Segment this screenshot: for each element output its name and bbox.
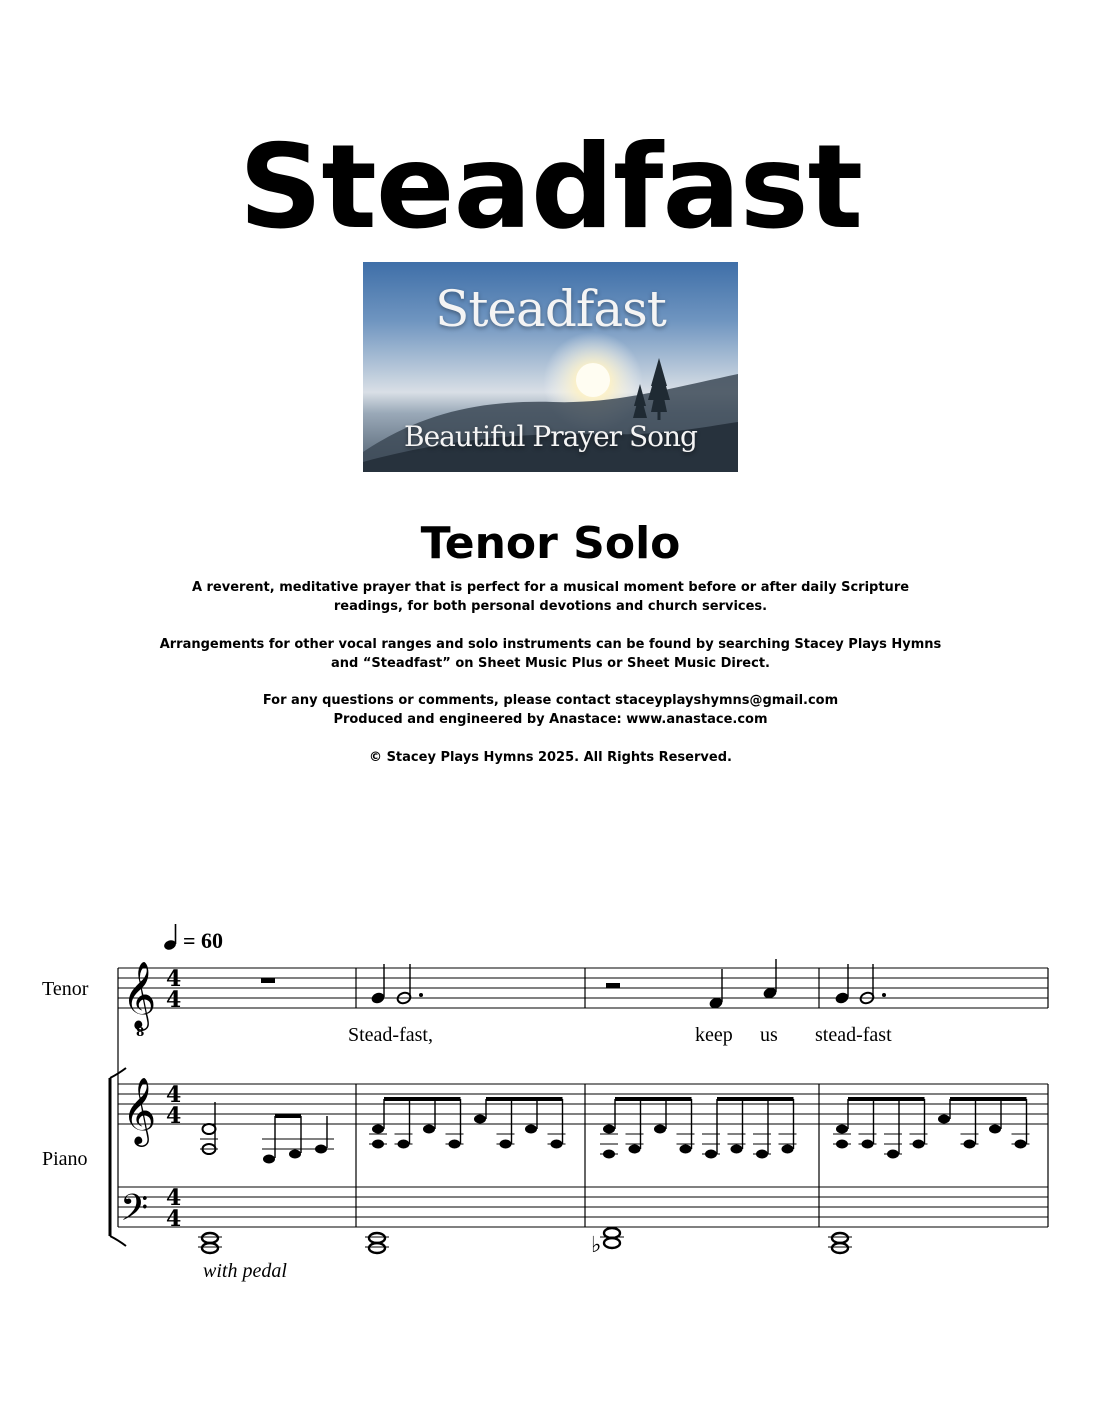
time-signature-bottom: 4 <box>166 987 182 1013</box>
piano-bass-notes <box>198 1228 852 1258</box>
tempo-text: = 60 <box>183 928 224 953</box>
lyric: Stead-fast, <box>348 1024 433 1046</box>
contact-paragraph <box>150 691 951 729</box>
lyric: stead-fast <box>815 1024 892 1046</box>
tenor-notes <box>370 959 886 1010</box>
piano-treble-eighths <box>369 1099 1030 1159</box>
description-line: readings, for both personal devotions and church services. <box>333 599 768 614</box>
time-signature-top: 4 <box>166 1082 182 1108</box>
arrangements-paragraph <box>150 635 951 673</box>
sun-icon <box>576 363 610 397</box>
eighth-note <box>782 1145 794 1154</box>
contact-line: For any questions or comments, please contact staceyplayshymns@gmail.com <box>262 693 839 708</box>
eighth-note <box>603 1125 615 1134</box>
lyric: keep <box>695 1024 733 1046</box>
flat-icon: ♭ <box>591 1233 602 1258</box>
half-rest-icon <box>606 983 620 988</box>
eighth-note <box>989 1125 1001 1134</box>
treble-clef-icon: 𝄞 <box>122 960 157 1028</box>
eighth-note <box>372 1125 384 1134</box>
eighth-note <box>474 1115 486 1124</box>
octave-8-icon: 8 <box>136 1025 145 1039</box>
description-paragraph <box>150 578 951 616</box>
tenor-label: Tenor <box>42 978 89 1000</box>
eighth-note <box>680 1145 692 1154</box>
credits-line: Produced and engineered by Anastace: www.anastace.com <box>333 712 768 727</box>
tempo-marking <box>163 924 223 953</box>
bass-clef-icon: 𝄢 <box>120 1187 149 1238</box>
description-line: A reverent, meditative prayer that is perfect for a musical moment before or after daily Scripture <box>191 580 910 595</box>
cover-image <box>363 262 738 472</box>
arrangements-line: and “Steadfast” on Sheet Music Plus or Sheet Music Direct. <box>331 656 770 671</box>
eighth-note <box>731 1145 743 1154</box>
piano-treble-notes <box>200 1102 334 1164</box>
cover-title: Steadfast <box>435 280 666 338</box>
page-subtitle: Tenor Solo <box>420 518 681 569</box>
time-signature-bottom: 4 <box>166 1206 182 1232</box>
page-title: Steadfast <box>238 120 863 255</box>
piano-bass-staff <box>118 1187 1048 1227</box>
eighth-note <box>525 1125 537 1134</box>
piano-treble-staff <box>118 1084 1048 1124</box>
tenor-staff <box>118 968 1048 1008</box>
cover-subtitle: Beautiful Prayer Song <box>404 420 697 453</box>
time-signature-bottom: 4 <box>166 1103 182 1129</box>
piano-label: Piano <box>42 1148 88 1170</box>
pedal-marking: with pedal <box>203 1260 287 1282</box>
eighth-note <box>629 1145 641 1154</box>
sheet-music-score <box>0 890 1101 1300</box>
time-signature-top: 4 <box>166 966 182 992</box>
time-signature-top: 4 <box>166 1185 182 1211</box>
eighth-note <box>836 1125 848 1134</box>
eighth-note <box>654 1125 666 1134</box>
eighth-note <box>938 1115 950 1124</box>
time-signatures <box>166 966 181 1232</box>
arrangements-line: Arrangements for other vocal ranges and solo instruments can be found by searching Stacey Plays Hymns <box>159 637 942 652</box>
copyright-notice: © Stacey Plays Hymns 2025. All Rights Reserved. <box>369 750 732 765</box>
lyric: us <box>760 1024 778 1046</box>
whole-rest-icon <box>261 978 275 983</box>
treble-clef-icon: 𝄞 <box>122 1076 157 1144</box>
eighth-note <box>423 1125 435 1134</box>
